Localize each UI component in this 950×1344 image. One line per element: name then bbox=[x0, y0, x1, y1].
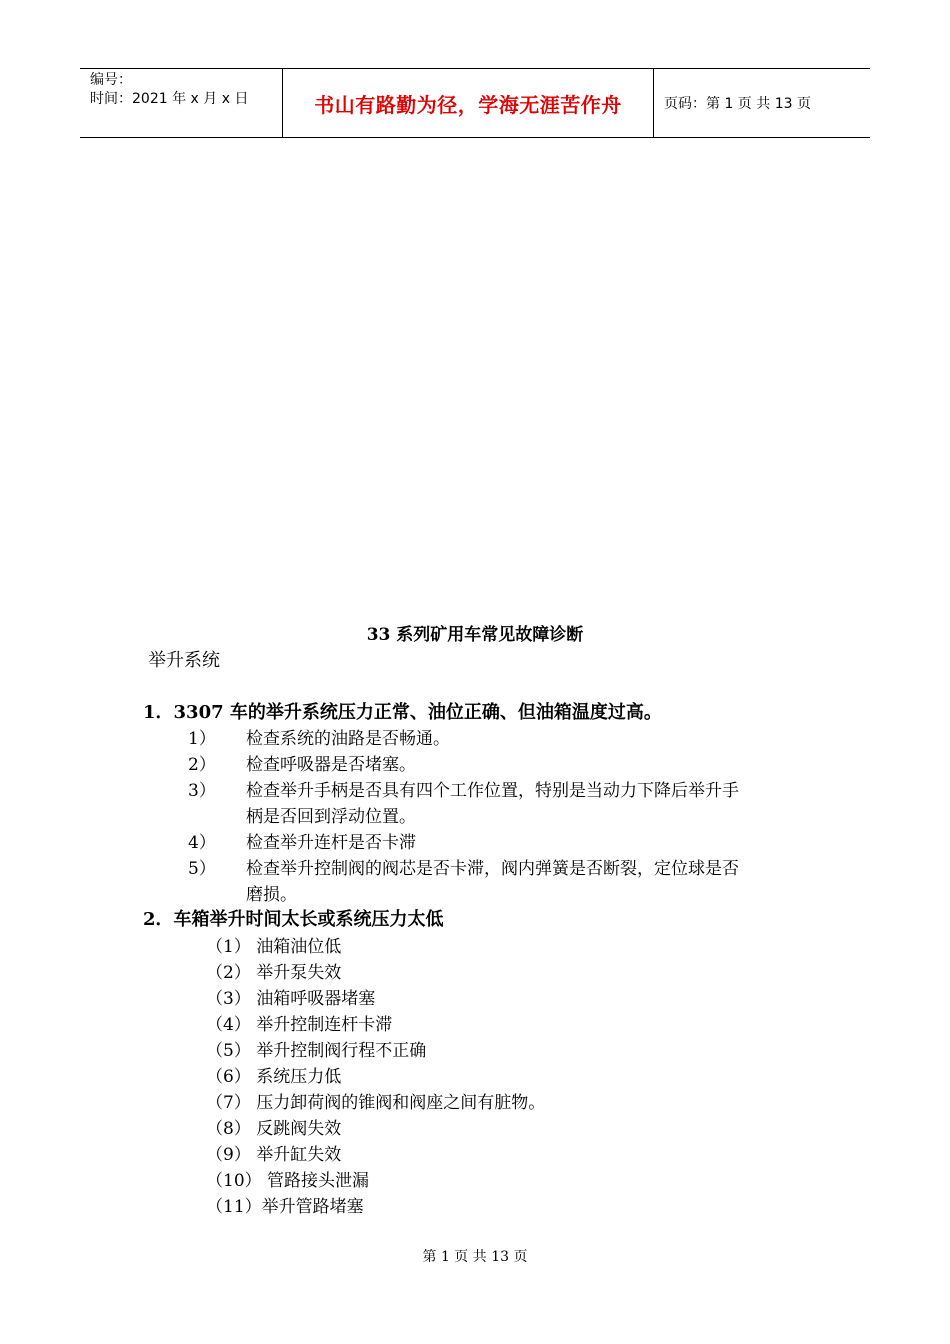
q2-list-item: （8） 反跳阀失效 bbox=[206, 1119, 342, 1139]
q1-item-text: 检查呼吸器是否堵塞。 bbox=[246, 755, 416, 775]
motto-text: 书山有路勤为径，学海无涯苦作舟 bbox=[314, 92, 622, 117]
q2-list-item: （9） 举升缸失效 bbox=[206, 1145, 342, 1165]
q1-item-text: 检查举升控制阀的阀芯是否卡滞，阀内弹簧是否断裂，定位球是否 bbox=[246, 859, 739, 879]
q1-item-num: 5） bbox=[188, 859, 216, 879]
page-info: 页码：第 1 页 共 13 页 bbox=[664, 96, 811, 112]
q1-item-num: 2） bbox=[188, 755, 216, 775]
document-header bbox=[80, 68, 870, 138]
q1-item-text-cont: 柄是否回到浮动位置。 bbox=[246, 807, 416, 827]
q1-item-num: 3） bbox=[188, 781, 216, 801]
header-middle-cell bbox=[282, 69, 654, 137]
q1-item-text: 检查举升连杆是否卡滞 bbox=[246, 833, 416, 853]
question-2-heading: 2．车箱举升时间太长或系统压力太低 bbox=[143, 909, 444, 930]
q1-item-text: 检查举升手柄是否具有四个工作位置，特别是当动力下降后举升手 bbox=[246, 781, 739, 801]
time-label: 时间：2021 年 x 月 x 日 bbox=[90, 91, 249, 107]
header-right-cell bbox=[654, 69, 870, 137]
q2-list-item: （7） 压力卸荷阀的锥阀和阀座之间有脏物。 bbox=[206, 1093, 546, 1113]
question-1-heading: 1．3307 车的举升系统压力正常、油位正确、但油箱温度过高。 bbox=[143, 702, 662, 723]
header-left-cell bbox=[80, 69, 282, 137]
q1-item-text-cont: 磨损。 bbox=[246, 885, 297, 905]
q2-list-item: （11）举升管路堵塞 bbox=[206, 1197, 364, 1217]
section-heading: 举升系统 bbox=[148, 650, 220, 671]
q2-list-item: （6） 系统压力低 bbox=[206, 1067, 342, 1087]
number-label: 编号： bbox=[90, 72, 132, 88]
q2-list-item: （5） 举升控制阀行程不正确 bbox=[206, 1041, 427, 1061]
q2-list-item: （4） 举升控制连杆卡滞 bbox=[206, 1015, 393, 1035]
page-footer: 第 1 页 共 13 页 bbox=[422, 1249, 528, 1265]
document-title: 33 系列矿用车常见故障诊断 bbox=[366, 625, 584, 645]
q2-list-item: （3） 油箱呼吸器堵塞 bbox=[206, 989, 376, 1009]
q1-item-num: 1） bbox=[188, 729, 216, 749]
q1-item-num: 4） bbox=[188, 833, 216, 853]
q2-list-item: （1） 油箱油位低 bbox=[206, 937, 342, 957]
q1-item-text: 检查系统的油路是否畅通。 bbox=[246, 729, 450, 749]
q2-list-item: （10） 管路接头泄漏 bbox=[206, 1171, 370, 1191]
q2-list-item: （2） 举升泵失效 bbox=[206, 963, 342, 983]
